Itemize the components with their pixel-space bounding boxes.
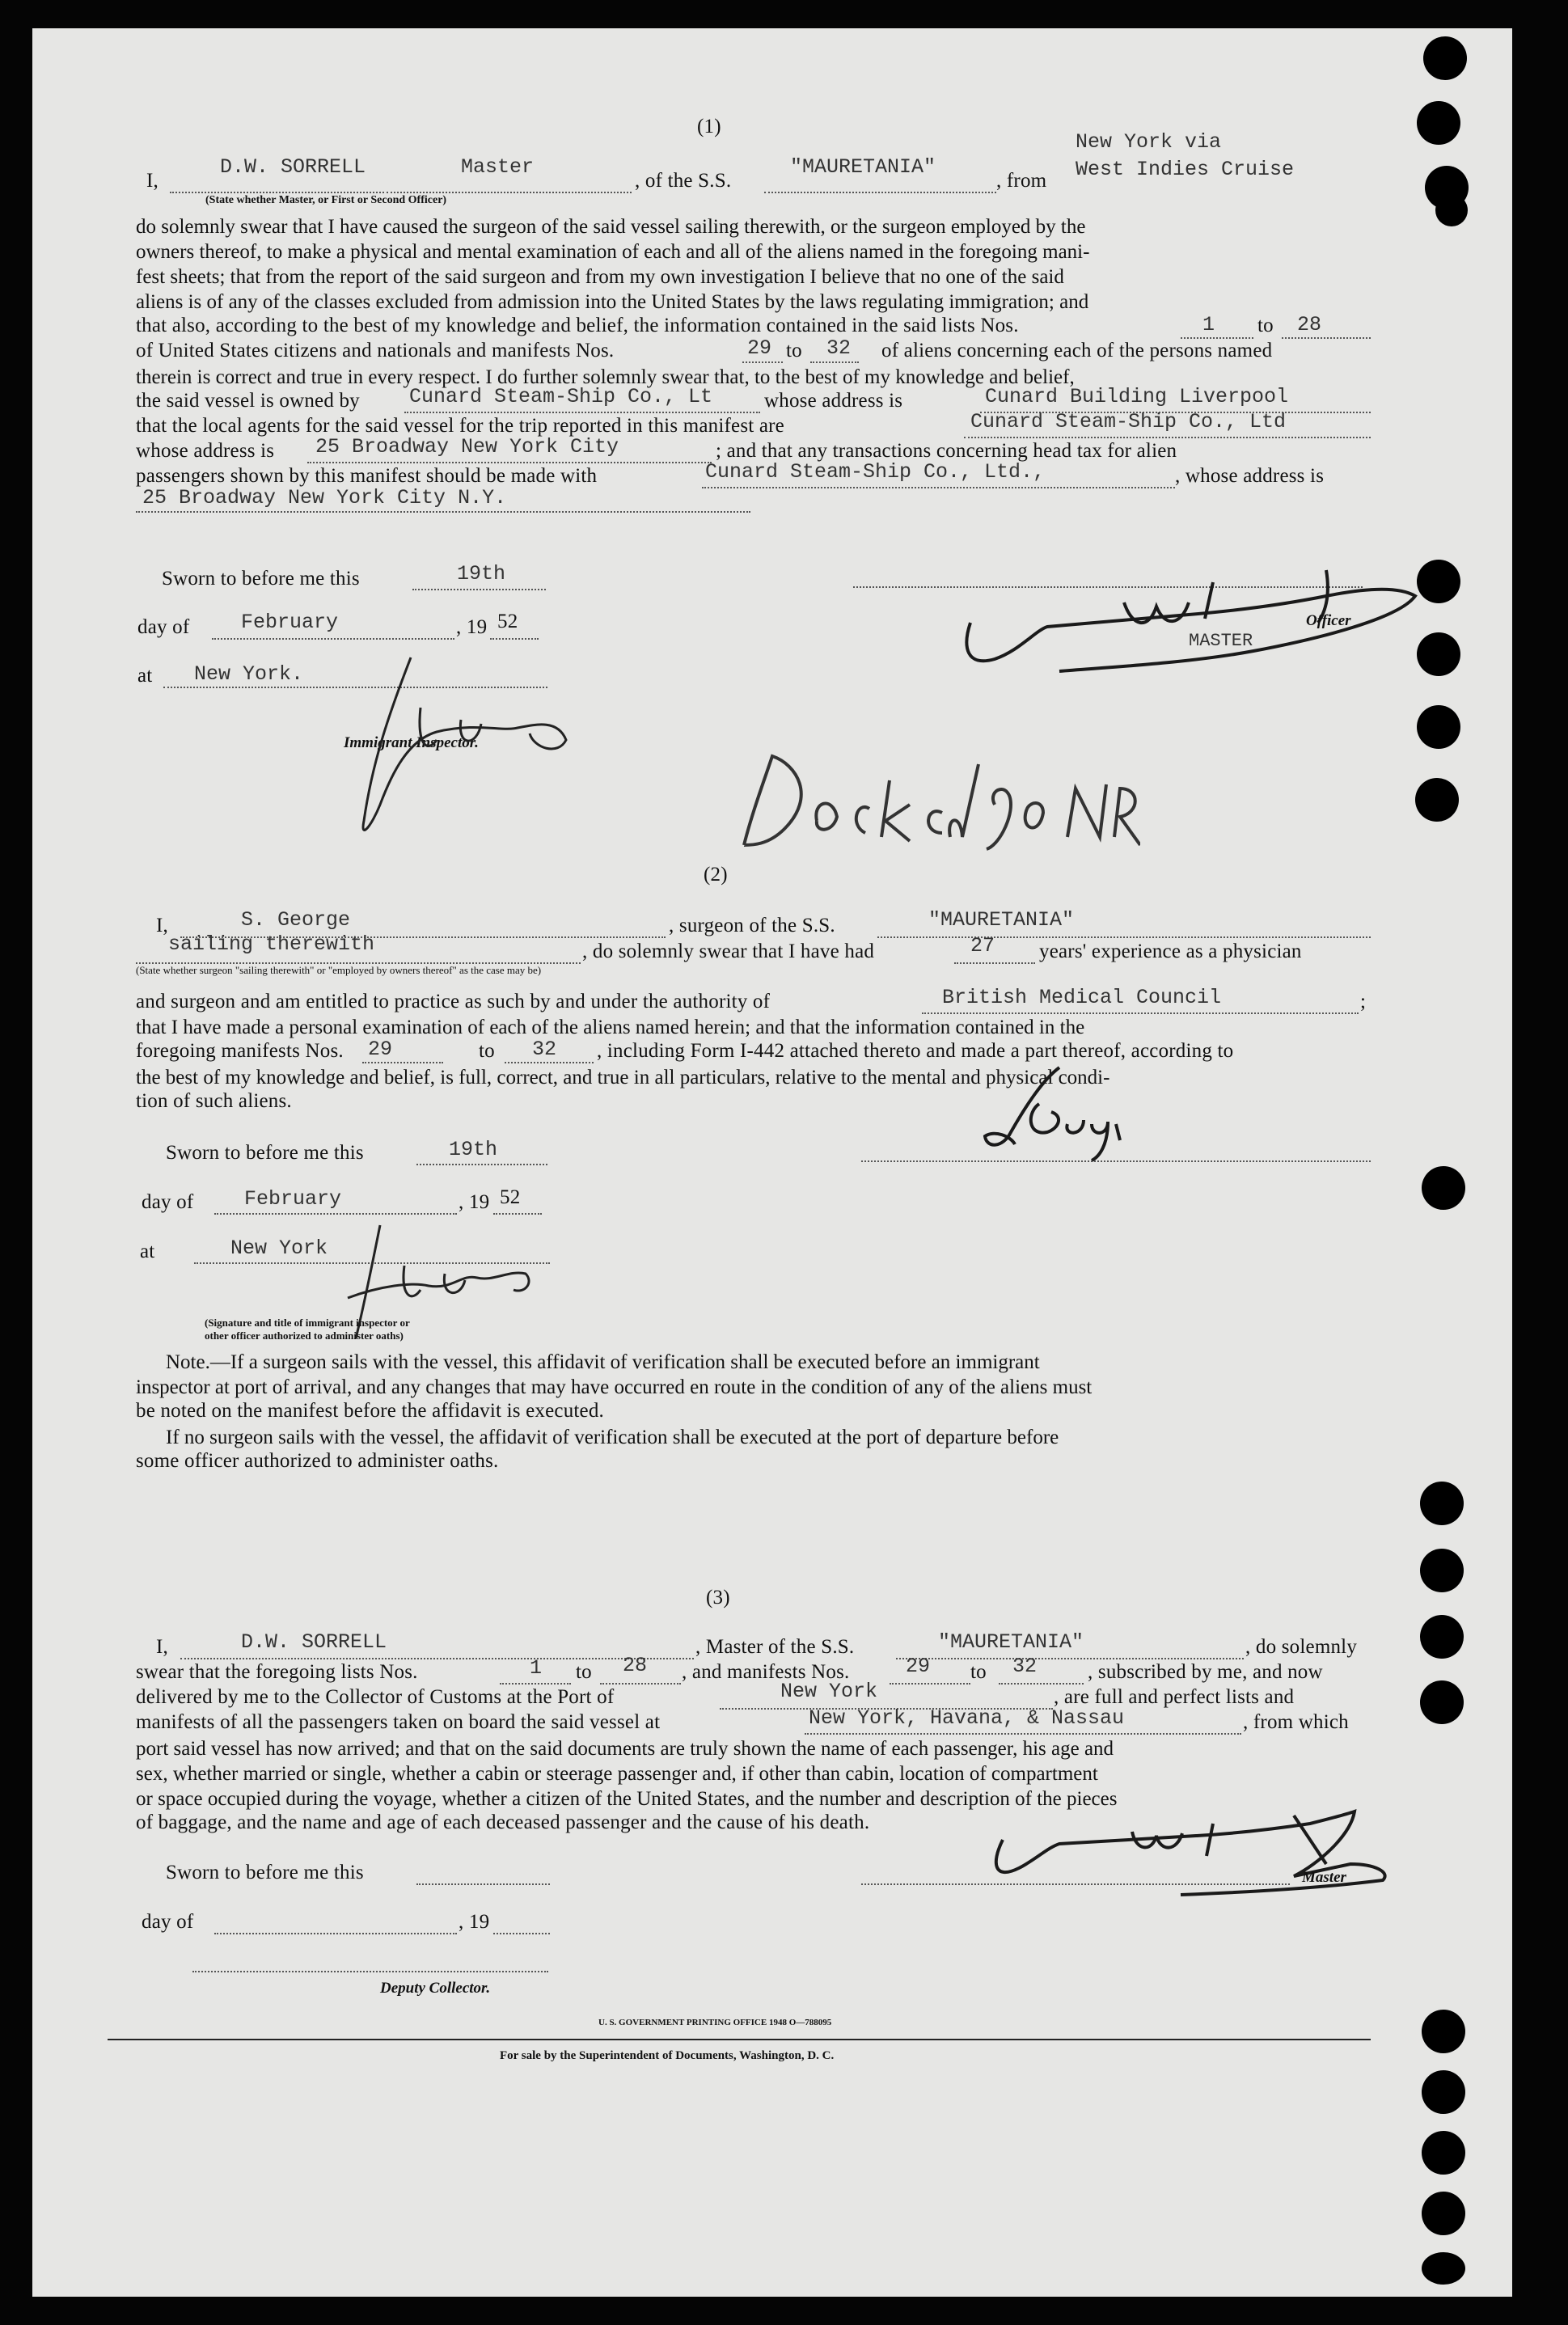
declarant-label: I, [146, 170, 158, 192]
surgeon-signature [962, 1055, 1173, 1169]
immigrant-inspector-caption: Immigrant Inspector. [344, 734, 479, 751]
sworn-month-2: February [244, 1187, 342, 1211]
vessel-owner: Cunard Steam-Ship Co., Lt [409, 385, 713, 408]
punch-hole [1422, 2192, 1465, 2235]
punch-hole [1422, 1166, 1465, 1210]
punch-hole [1417, 705, 1460, 749]
manifests-to-3: 32 [1012, 1655, 1038, 1678]
sworn-month-1: February [241, 611, 339, 634]
sworn-year-2: 52 [500, 1186, 521, 1208]
section-3-heading: (3) [706, 1587, 730, 1608]
voyage-origin-line1: New York via [1076, 130, 1222, 154]
from-label: , from [996, 170, 1047, 192]
master-name: D.W. SORRELL [220, 155, 366, 179]
of-ss-label: , of the S.S. [635, 170, 732, 192]
punch-hole [1422, 2131, 1465, 2175]
sworn-place-2: New York [230, 1236, 328, 1260]
citizen-lists-to: 28 [1297, 313, 1322, 336]
citizen-lists-from: 1 [1202, 313, 1215, 336]
surgeon-name: S. George [241, 908, 351, 932]
surgeon-status-caption: (State whether surgeon "sailing therewith" or "employed by owners thereof" as the case may be) [136, 964, 542, 976]
docked-handwritten-note [720, 732, 1140, 861]
signature-caption-line1: (Signature and title of immigrant inspector or [205, 1317, 410, 1329]
head-tax-party: Cunard Steam-Ship Co., Ltd., [705, 460, 1046, 484]
agents-address: 25 Broadway New York City [315, 435, 619, 459]
signature-caption-line2: other officer authorized to administer oaths) [205, 1329, 404, 1342]
lists-to-3: 28 [623, 1654, 648, 1677]
section-1-heading: (1) [697, 116, 721, 137]
master-signature-1 [946, 546, 1448, 708]
sworn-day-1: 19th [457, 562, 506, 585]
alien-manifests-from: 29 [747, 336, 772, 360]
vessel-name: "MAURETANIA" [790, 155, 936, 179]
punch-hole [1422, 2252, 1465, 2285]
section-1-oath-text: do solemnly swear that I have caused the surgeon of the said vessel sailing therewith, or the surgeon employed by the owners thereof, to make a physical and mental examination of each and all of the aliens named in the foregoing mani- fest sheets; that from the report of the said surgeon and from my own investigation I believe that no one of the said aliens is of any of the classes excluded from admission into the United States by the laws regulating immigration; and [136, 216, 1090, 313]
surgeon-manifests-from: 29 [368, 1038, 393, 1061]
alien-manifests-to: 32 [826, 336, 852, 360]
licensing-authority: British Medical Council [942, 986, 1222, 1009]
surgeon-status: sailing therewith [168, 932, 375, 956]
punch-hole [1420, 1549, 1464, 1592]
sale-notice: For sale by the Superintendent of Documents, Washington, D. C. [500, 2049, 835, 2062]
rank-caption: (State whether Master, or First or Second Officer) [205, 194, 447, 206]
manifests-from-3: 29 [906, 1655, 931, 1678]
surgeon-note: Note.—If a surgeon sails with the vessel, this affidavit of verification shall be executed before an immigrant [166, 1351, 1040, 1373]
surgeon-manifests-to: 32 [532, 1038, 557, 1061]
punch-hole [1422, 2070, 1465, 2114]
punch-hole [1422, 2010, 1465, 2053]
lists-from-3: 1 [530, 1656, 543, 1680]
sworn-place-1: New York. [194, 662, 304, 686]
master-name-3: D.W. SORRELL [241, 1630, 387, 1654]
punch-hole [1435, 194, 1468, 226]
owner-address: Cunard Building Liverpool [985, 385, 1289, 408]
punch-hole [1420, 1680, 1464, 1724]
local-agents: Cunard Steam-Ship Co., Ltd [970, 410, 1287, 433]
years-experience: 27 [970, 934, 995, 957]
master-signature-3 [970, 1799, 1407, 1904]
port-of-arrival: New York [780, 1680, 878, 1703]
printing-office-imprint: U. S. GOVERNMENT PRINTING OFFICE 1948 O—788095 [598, 2018, 832, 2027]
manifest-affidavit-page: (1) I, D.W. SORRELL Master (State whether Master, or First or Second Officer) , of the S.S. "MAURETANIA" , from New York via West Indies Cruise do solemnly swear that I have caused the surgeon of the said vessel sailing therewith, or the surgeon employed by the owners thereof, to make a physical and mental examination of each and all of the aliens named in the foregoing mani- fest sheets; that from the report of the said surgeon and from my own investigation I believe that no one of the said aliens is of any of the classes excluded from admission into the United States by the laws regulating immigration; and that also, according to the best of my knowledge and belief, the information contained in the said lists Nos. 1 to 28 of United States citizens and nationals and manifests Nos. 29 to 32 of aliens concerning each of the persons named therein is correct and true in every respect. I do further solemnly swear that, to the best of my knowledge and belief, the said vessel is owned by Cunard Steam-Ship Co., Lt whose address is Cunard Building Liverpool that the local agents for the said vessel for the trip reported in this manifest are Cunard Steam-Ship Co., Ltd whose address is 25 Broadway New York City ; and that any transactions concerning head tax for alien passengers shown by this manifest should be made with Cunard Steam-Ship Co., Ltd., , whose address is 25 Broadway New York City N.Y. Sworn to before me this 19th day of February , 19 52 at New York. Immigrant Inspector. Officer MASTER (2) I, S. George , surgeon of the S.S. "MAURETANIA" sailing therewith , do solemnly swear that I have had 27 years' experience as a physician (State whether surgeon "sailing therewith" or "employed by owners thereof" as the case may be) and surgeon and am entitled to practice as such by and under the authority of British Medical Council ; that I have made a personal examination of each of the aliens named herein; and that the information contained in the foregoing manifests Nos. 29 to 32 , including Form I-442 attached thereto and made a part thereof, according to the best of my knowledge and belief, is full, correct, and true in all particulars, relative to the mental and physical condi- tion of such aliens. Sworn to before me this 19th day of February , 19 52 at New York (Signature and title of immigrant inspector or other officer authorized to administer oaths) Note.—If a surgeon sails with the vessel, this affidavit of verification shall be executed before an immigrant inspector at port of arrival, and any changes that may have occurred en route in the condition of any of the aliens must be noted on the manifest before the affidavit is executed. If no surgeon sails with the vessel, the affidavit of verification shall be executed at the port of departure before some officer authorized to administer oaths. (3) I, D.W. SORRELL , Master of the S.S. "MAURETANIA" , do solemnly swear that the foregoing lists Nos. 1 to 28 , and manifests Nos. 29 to 32 , subscribed by me, and now delivered by me to the Collector of Customs at the Port of New York , are full and perfect lists and manifests of all the passengers taken on board the said vessel at New York, Havana, & Nassau , from which port said vessel has now arrived; and that on the said documents are truly shown the name of each passenger, his age and sex, whether married or single, whether a cabin or steerage passenger and, if other than cabin, location of compartment or space occupied during the voyage, whether a citizen of the United States, and the number and description of the pieces of baggage, and the name and age of each deceased passenger and the cause of his death. Sworn to before me this Master day of , 19 Deputy Collector. U. S. GOVERNMENT PRINTING OFFICE 1948 O—788095 For sale by the Superintendent of Documents, Washington, D. C. [32, 28, 1512, 2297]
sworn-day-2: 19th [449, 1138, 498, 1161]
punch-hole [1415, 778, 1459, 822]
officer-caption: Officer [1306, 612, 1351, 629]
punch-hole [1420, 1482, 1464, 1525]
master-stamp: MASTER [1189, 631, 1253, 651]
master-caption: Master [1302, 1869, 1346, 1886]
punch-hole [1417, 101, 1460, 145]
punch-hole [1420, 1615, 1464, 1659]
sworn-year-1: 52 [497, 611, 518, 632]
punch-hole [1423, 36, 1467, 80]
voyage-origin-line2: West Indies Cruise [1076, 158, 1295, 181]
ports-of-embarkation: New York, Havana, & Nassau [809, 1706, 1125, 1730]
head-tax-address: 25 Broadway New York City N.Y. [142, 486, 507, 509]
vessel-name-3: "MAURETANIA" [938, 1630, 1084, 1654]
section-2-heading: (2) [704, 864, 728, 886]
inspector-signature-1 [315, 643, 582, 845]
officer-rank: Master [461, 155, 535, 179]
deputy-collector-caption: Deputy Collector. [380, 1980, 491, 1997]
surgeon-vessel: "MAURETANIA" [928, 908, 1075, 932]
